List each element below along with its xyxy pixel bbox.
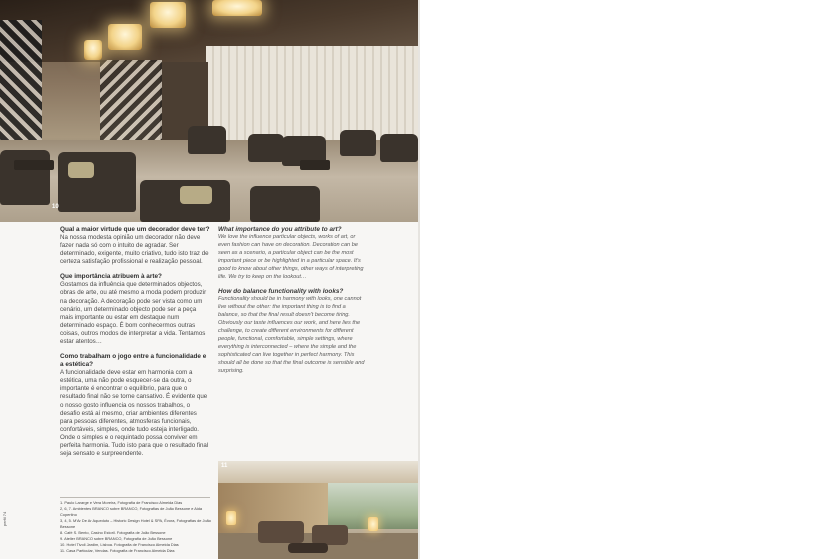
pendant-lamp [108,24,142,50]
question-heading: What importance do you attribute to art? [218,226,342,233]
pendant-lamp [212,0,262,16]
qa-block [218,288,368,375]
answer-paragraph: A funcionalidade deve estar em harmonia com a estética, uma não pode esquecer-se da outra, o importante é encontrar o equilíbrio, para que o resultado final não se torne cansativo. É evidente que o nosso gosto influencia os nossos trabalhos, o desafio está aí mesmo, criar ambientes diferentes para pessoas diferentes, atmosferas funcionais, confortáveis, simples, onde tudo esteja interligado. Onde o simples e o requintado possa conviver em perfeita harmonia. Tudo isto para que o resultado final seja sensato e surpreendente. [60,369,209,458]
armchair [0,150,50,205]
living-room-photo [218,461,420,559]
caption-line: 3, 4, 5. M'Ar De Ar Aqueduto – Historic Design Hotel & SPA, Évora, Fotografias de João Bessone [60,518,211,529]
table-lamp [368,517,378,531]
sofa [312,525,348,545]
question-heading: Que importância atribuem à arte? [60,273,162,281]
answer-paragraph: Na nossa modesta opinião um decorador não deve fazer nada só com o intuito de agradar. Ser determinado, exigente, muito criativo, tudo isto traz de certeza satisfação profissional e realização pessoal. [60,234,209,266]
caption-line: 2, 6, 7. Ambientes BRANCO sobre BRANCO, Fotografias de João Bessone e Aida Copertino [60,506,203,517]
photo-window-curtains [206,46,420,146]
question-heading: Como trabalham o jogo entre a funcionalidade e a estética? [60,353,207,369]
pendant-lamp [150,2,186,28]
armchair [380,134,418,162]
cushion [68,162,94,178]
question-heading: Qual a maior virtude que um decorador deve ter? [60,226,210,233]
photo-number-10: 10 [52,204,59,210]
caption-line: 10. Hotel Tivoli Jardim, Lisboa. Fotografia de Francisco Almeida Dias [60,542,179,547]
caption-line: 11. Casa Particular, Vendas. Fotografia de Francisco Almeida Dias [60,548,175,553]
qa-block [60,353,210,458]
answer-paragraph: Functionality should be in harmony with looks, one cannot live without the other: the important thing is to find a balance, so that the final result doesn't become tiring. Obviously our taste influences our work, and here lies the challenge, to create different environments for different people, functional, comfortable, simple settings, where everything is interconnected – where the simple and the sophisticated can live together in perfect harmony. This should all be done so that the final outcome is sensible and surprising. [218,296,365,374]
coffee-table [14,160,54,170]
armchair [188,126,226,154]
caption-line: 8. Café S. Bento, Casino Estoril. Fotografia de João Bessone [60,530,166,535]
pendant-lamp [84,40,102,60]
caption-line: 1. Paulo Lararge e Vera Moreira, Fotografia de Francisco Almeida Dias [60,500,183,505]
photo-credits [60,500,216,554]
armchair [250,186,320,222]
answer-paragraph: Gostamos da influência que determinados objectos, obras de arte, ou até mesmo a moda podem produzir na decoração. A decoração pode ser vista como um cenário, um determinado objecto pode ser a peça mais importante ou estar em destaque num determinado espaço. É bom conhecermos outras coisas, outros modos de interpretar a vida. Tentamos estar atentos… [60,281,207,346]
qa-block [60,273,210,346]
armchair [248,134,284,162]
cushion [180,186,212,204]
page-edge [418,0,420,559]
question-heading: How do balance functionality with looks? [218,288,344,296]
qa-block [60,226,210,266]
page-folio: perfil 74 [2,511,7,526]
lounge-photo [0,0,420,222]
qa-block [218,226,368,281]
answer-paragraph: We love the influence particular objects, works of art, or even fashion can have on decoration. Decoration can be seen as a scenario, a particular object can be the most important piece or be highlighted in a particular space. It's good to know about other things, other ways of interpreting life. We try to keep on the lookout… [218,234,364,280]
photo-ceiling [218,461,420,483]
coffee-table [288,543,328,553]
caption-line: 9. Atelier BRANCO sobre BRANCO, Fotografia de João Bessone [60,536,173,541]
armchair [340,130,376,156]
sofa [258,521,304,543]
english-column [218,226,368,383]
caption-divider [60,497,210,498]
armchair [58,152,136,212]
portuguese-column [60,226,210,465]
photo-number-11: 11 [221,463,228,469]
table-lamp [226,511,236,525]
coffee-table [300,160,330,170]
